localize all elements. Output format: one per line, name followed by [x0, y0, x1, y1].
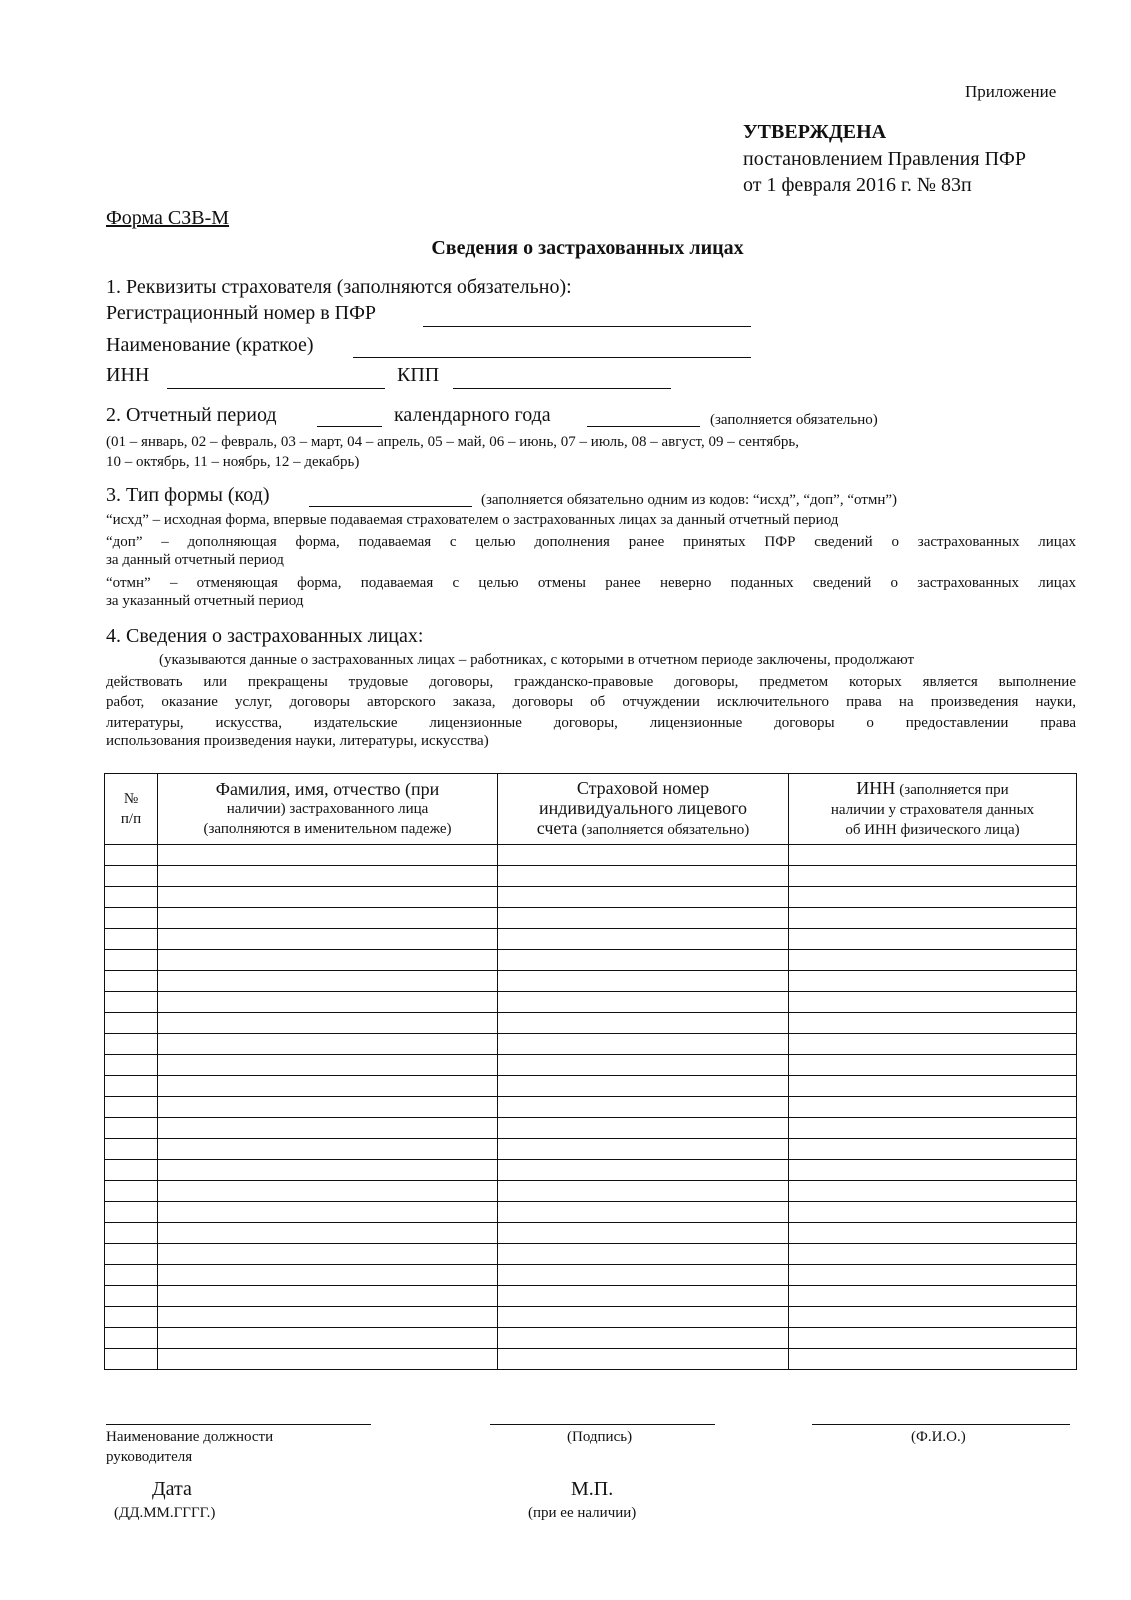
row-snils-cell[interactable] [498, 1202, 789, 1223]
fio-label: (Ф.И.О.) [911, 1429, 966, 1445]
row-snils-cell[interactable] [498, 887, 789, 908]
row-fio-cell[interactable] [158, 992, 498, 1013]
row-inn-cell[interactable] [789, 1307, 1077, 1328]
row-inn-cell[interactable] [789, 1286, 1077, 1307]
row-inn-cell[interactable] [789, 1328, 1077, 1349]
row-inn-cell[interactable] [789, 1160, 1077, 1181]
row-inn-cell[interactable] [789, 1349, 1077, 1370]
row-inn-cell[interactable] [789, 1139, 1077, 1160]
table-row [105, 887, 1077, 908]
date-format: (ДД.ММ.ГГГГ.) [114, 1505, 216, 1521]
row-number-cell[interactable] [105, 866, 158, 887]
form-name: Форма СЗВ-М [106, 207, 230, 229]
col-snils-header: Страховой номер индивидуального лицевого счета (заполняется обязательно) [498, 774, 789, 845]
row-number-cell[interactable] [105, 1349, 158, 1370]
reg-number-field[interactable] [423, 326, 751, 327]
row-snils-cell[interactable] [498, 1223, 789, 1244]
row-inn-cell[interactable] [789, 866, 1077, 887]
row-snils-cell[interactable] [498, 1349, 789, 1370]
approved-date: от 1 февраля 2016 г. № 83п [743, 174, 972, 196]
table-row [105, 908, 1077, 929]
col-number-header: № п/п [105, 774, 158, 845]
fio-line[interactable] [812, 1424, 1070, 1425]
row-number-cell[interactable] [105, 1244, 158, 1265]
period-note: (заполняется обязательно) [710, 412, 878, 428]
row-inn-cell[interactable] [789, 992, 1077, 1013]
otmn-description-cont: за указанный отчетный период [106, 593, 304, 609]
section4-note-line3: работ, оказание услуг, договоры авторского заказа, договоры об отчуждении исключительного права на произведения науки, [106, 694, 1076, 710]
ishd-description: “исхд” – исходная форма, впервые подаваемая страхователем о застрахованных лицах за данный отчетный период [106, 512, 839, 528]
row-inn-cell[interactable] [789, 845, 1077, 866]
col-fio-header: Фамилия, имя, отчество (при наличии) застрахованного лица (заполняются в именительном падеже) [158, 774, 498, 845]
row-number-cell[interactable] [105, 1139, 158, 1160]
row-inn-cell[interactable] [789, 1118, 1077, 1139]
name-field[interactable] [353, 357, 751, 358]
row-fio-cell[interactable] [158, 1160, 498, 1181]
table-row [105, 1160, 1077, 1181]
row-number-cell[interactable] [105, 1097, 158, 1118]
row-fio-cell[interactable] [158, 1139, 498, 1160]
year-label: календарного года [394, 404, 551, 426]
row-number-cell[interactable] [105, 1286, 158, 1307]
row-snils-cell[interactable] [498, 1181, 789, 1202]
row-number-cell[interactable] [105, 1202, 158, 1223]
row-snils-cell[interactable] [498, 1160, 789, 1181]
row-snils-cell[interactable] [498, 929, 789, 950]
row-inn-cell[interactable] [789, 929, 1077, 950]
table-row [105, 1034, 1077, 1055]
row-number-cell[interactable] [105, 1307, 158, 1328]
row-snils-cell[interactable] [498, 1097, 789, 1118]
row-snils-cell[interactable] [498, 1265, 789, 1286]
row-number-cell[interactable] [105, 1181, 158, 1202]
row-inn-cell[interactable] [789, 1265, 1077, 1286]
row-fio-cell[interactable] [158, 866, 498, 887]
row-inn-cell[interactable] [789, 1223, 1077, 1244]
row-number-cell[interactable] [105, 1328, 158, 1349]
row-number-cell[interactable] [105, 1160, 158, 1181]
table-row [105, 1244, 1077, 1265]
row-fio-cell[interactable] [158, 1328, 498, 1349]
row-fio-cell[interactable] [158, 1265, 498, 1286]
row-snils-cell[interactable] [498, 1055, 789, 1076]
table-row [105, 1181, 1077, 1202]
row-snils-cell[interactable] [498, 1034, 789, 1055]
row-fio-cell[interactable] [158, 1244, 498, 1265]
row-inn-cell[interactable] [789, 1097, 1077, 1118]
row-snils-cell[interactable] [498, 1013, 789, 1034]
dop-description: “доп” – дополняющая форма, подаваемая с целью дополнения ранее принятых ПФР сведений о застрахованных лицах [106, 534, 1076, 550]
row-number-cell[interactable] [105, 1265, 158, 1286]
row-number-cell[interactable] [105, 950, 158, 971]
months-line2: 10 – октябрь, 11 – ноябрь, 12 – декабрь) [106, 454, 360, 470]
row-number-cell[interactable] [105, 992, 158, 1013]
insured-persons-table [104, 773, 1077, 1370]
row-snils-cell[interactable] [498, 971, 789, 992]
row-snils-cell[interactable] [498, 1076, 789, 1097]
table-row [105, 1118, 1077, 1139]
row-fio-cell[interactable] [158, 950, 498, 971]
kpp-label: КПП [397, 364, 440, 386]
row-snils-cell[interactable] [498, 992, 789, 1013]
table-row [105, 1349, 1077, 1370]
date-label: Дата [152, 1478, 192, 1500]
row-fio-cell[interactable] [158, 908, 498, 929]
row-snils-cell[interactable] [498, 1118, 789, 1139]
table-body [105, 845, 1077, 1370]
table-header-row [105, 774, 1077, 845]
reg-number-label: Регистрационный номер в ПФР [106, 302, 376, 324]
table-row [105, 1328, 1077, 1349]
row-fio-cell[interactable] [158, 1118, 498, 1139]
row-inn-cell[interactable] [789, 950, 1077, 971]
position-line[interactable] [106, 1424, 371, 1425]
otmn-description: “отмн” – отменяющая форма, подаваемая с целью отмены ранее неверно поданных сведений о застрахованных лицах [106, 575, 1076, 591]
section1-heading: 1. Реквизиты страхователя (заполняются обязательно): [106, 276, 572, 298]
year-field[interactable] [587, 426, 700, 427]
table-row [105, 1202, 1077, 1223]
table-row [105, 1265, 1077, 1286]
row-snils-cell[interactable] [498, 950, 789, 971]
row-fio-cell[interactable] [158, 1055, 498, 1076]
table-row [105, 971, 1077, 992]
table-row [105, 1307, 1077, 1328]
form-type-field[interactable] [309, 506, 472, 507]
row-inn-cell[interactable] [789, 1244, 1077, 1265]
row-snils-cell[interactable] [498, 1328, 789, 1349]
row-number-cell[interactable] [105, 887, 158, 908]
row-snils-cell[interactable] [498, 908, 789, 929]
row-fio-cell[interactable] [158, 1097, 498, 1118]
kpp-field[interactable] [453, 388, 671, 389]
table-row [105, 866, 1077, 887]
section4-note-line2: действовать или прекращены трудовые договоры, гражданско-правовые договоры, предметом которых является выполнение [106, 674, 1076, 690]
row-inn-cell[interactable] [789, 1055, 1077, 1076]
row-fio-cell[interactable] [158, 1223, 498, 1244]
row-snils-cell[interactable] [498, 866, 789, 887]
row-number-cell[interactable] [105, 1034, 158, 1055]
table-row [105, 1076, 1077, 1097]
section4-note-line5: использования произведения науки, литературы, искусства) [106, 733, 489, 749]
row-snils-cell[interactable] [498, 1244, 789, 1265]
table-row [105, 845, 1077, 866]
row-number-cell[interactable] [105, 971, 158, 992]
signature-line[interactable] [490, 1424, 715, 1425]
section4-note-line1: (указываются данные о застрахованных лицах – работниках, с которыми в отчетном периоде заключены, продолжают [159, 652, 915, 668]
table-row [105, 1097, 1077, 1118]
months-line1: (01 – январь, 02 – февраль, 03 – март, 04 – апрель, 05 – май, 06 – июнь, 07 – июль, 08 – август, 09 – сентябрь, [106, 434, 799, 450]
name-label: Наименование (краткое) [106, 334, 314, 356]
table-row [105, 1055, 1077, 1076]
section2-heading: 2. Отчетный период [106, 404, 277, 426]
row-inn-cell[interactable] [789, 1076, 1077, 1097]
section4-heading: 4. Сведения о застрахованных лицах: [106, 625, 424, 647]
form-type-note: (заполняется обязательно одним из кодов: “исхд”, “доп”, “отмн”) [481, 492, 898, 508]
row-number-cell[interactable] [105, 845, 158, 866]
stamp-label: М.П. [571, 1478, 614, 1500]
section3-heading: 3. Тип формы (код) [106, 484, 270, 506]
row-number-cell[interactable] [105, 1223, 158, 1244]
inn-field[interactable] [167, 388, 385, 389]
table-row [105, 1223, 1077, 1244]
dop-description-cont: за данный отчетный период [106, 552, 284, 568]
row-inn-cell[interactable] [789, 1034, 1077, 1055]
table-row [105, 992, 1077, 1013]
row-fio-cell[interactable] [158, 1181, 498, 1202]
row-snils-cell[interactable] [498, 1286, 789, 1307]
approved-by: постановлением Правления ПФР [743, 148, 1026, 170]
table-row [105, 1286, 1077, 1307]
table-row [105, 1013, 1077, 1034]
position-label: Наименование должности [106, 1429, 274, 1445]
approved-label: УТВЕРЖДЕНА [743, 121, 887, 143]
signature-label: (Подпись) [567, 1429, 633, 1445]
inn-label: ИНН [106, 364, 150, 386]
page-title: Сведения о застрахованных лицах [431, 237, 744, 259]
period-field[interactable] [317, 426, 382, 427]
row-inn-cell[interactable] [789, 887, 1077, 908]
position-label-cont: руководителя [106, 1449, 193, 1465]
table-row [105, 950, 1077, 971]
row-fio-cell[interactable] [158, 1013, 498, 1034]
row-inn-cell[interactable] [789, 1181, 1077, 1202]
row-fio-cell[interactable] [158, 971, 498, 992]
row-fio-cell[interactable] [158, 929, 498, 950]
row-fio-cell[interactable] [158, 1286, 498, 1307]
row-number-cell[interactable] [105, 1013, 158, 1034]
row-number-cell[interactable] [105, 908, 158, 929]
row-fio-cell[interactable] [158, 1034, 498, 1055]
row-number-cell[interactable] [105, 1076, 158, 1097]
row-fio-cell[interactable] [158, 845, 498, 866]
row-snils-cell[interactable] [498, 1307, 789, 1328]
col-inn-header: ИНН (заполняется при наличии у страхователя данных об ИНН физического лица) [789, 774, 1077, 845]
stamp-note: (при ее наличии) [528, 1505, 637, 1521]
row-number-cell[interactable] [105, 1118, 158, 1139]
table-row [105, 929, 1077, 950]
row-snils-cell[interactable] [498, 845, 789, 866]
row-inn-cell[interactable] [789, 1202, 1077, 1223]
row-fio-cell[interactable] [158, 887, 498, 908]
row-number-cell[interactable] [105, 929, 158, 950]
row-fio-cell[interactable] [158, 1307, 498, 1328]
section4-note-line4: литературы, искусства, издательские лицензионные договоры, лицензионные договоры о предоставлении права [106, 715, 1076, 731]
table-row [105, 1139, 1077, 1160]
row-fio-cell[interactable] [158, 1076, 498, 1097]
appendix-label: Приложение [965, 82, 1057, 101]
row-inn-cell[interactable] [789, 908, 1077, 929]
row-number-cell[interactable] [105, 1055, 158, 1076]
row-inn-cell[interactable] [789, 971, 1077, 992]
row-fio-cell[interactable] [158, 1349, 498, 1370]
row-fio-cell[interactable] [158, 1202, 498, 1223]
row-inn-cell[interactable] [789, 1013, 1077, 1034]
row-snils-cell[interactable] [498, 1139, 789, 1160]
